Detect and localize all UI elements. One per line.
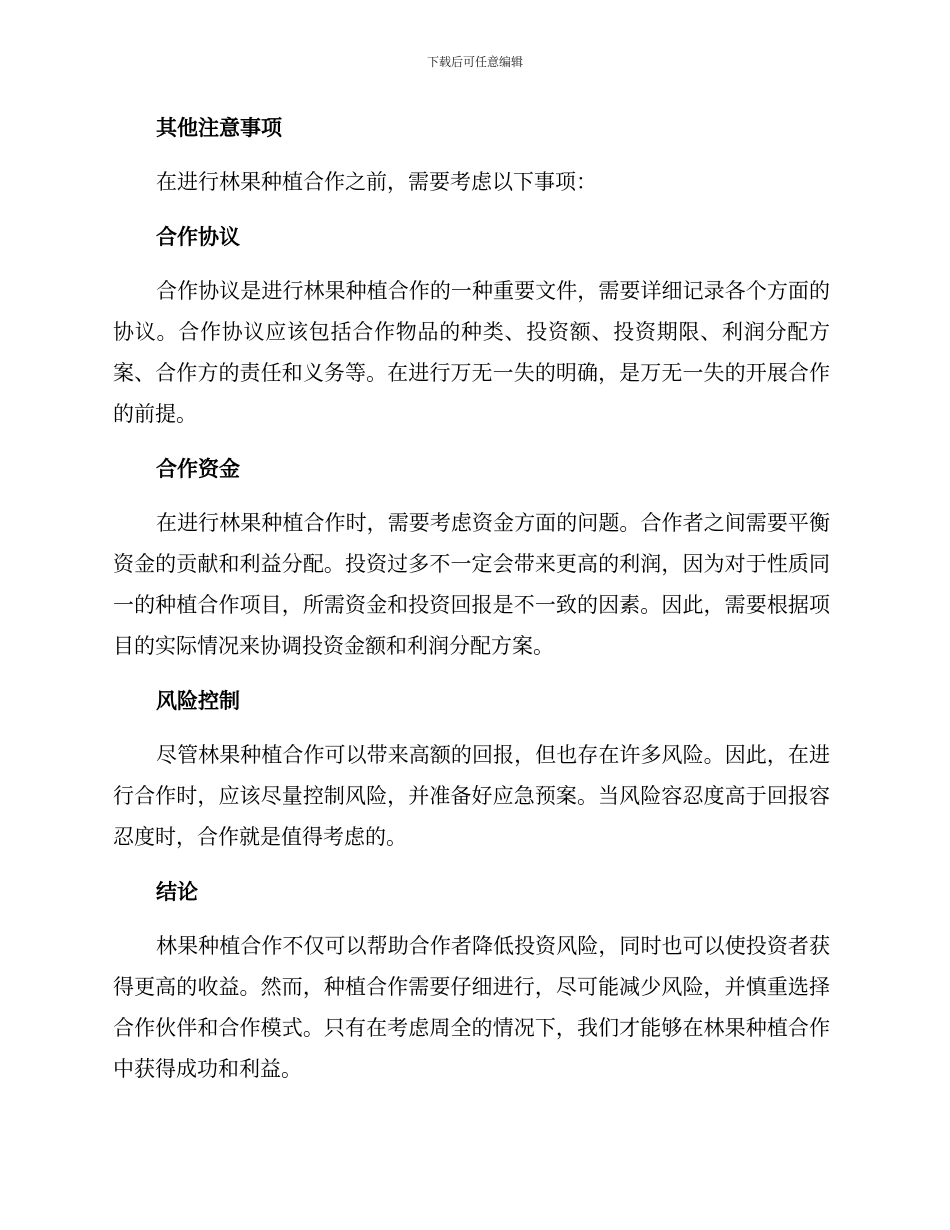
section-heading-other-notes: 其他注意事项	[156, 116, 282, 140]
section-heading-cooperation-funds: 合作资金	[156, 457, 240, 481]
section-paragraph-risk-control: 尽管林果种植合作可以带来高额的回报，但也存在许多风险。因此，在进行合作时，应该尽量控制风险，并准备好应急预案。当风险容忍度高于回报容忍度时，合作就是值得考虑的。	[113, 743, 830, 849]
section-paragraph-cooperation-funds: 在进行林果种植合作时，需要考虑资金方面的问题。合作者之间需要平衡资金的贡献和利益分配。投资过多不一定会带来更高的利润，因为对于性质同一的种植合作项目，所需资金和投资回报是不一致的因素。因此，需要根据项目的实际情况来协调投资金额和利润分配方案。	[113, 511, 830, 658]
section-paragraph-cooperation-agreement: 合作协议是进行林果种植合作的一种重要文件，需要详细记录各个方面的协议。合作协议应该包括合作物品的种类、投资额、投资期限、利润分配方案、合作方的责任和义务等。在进行万无一失的明确，是万无一失的开展合作的前提。	[113, 279, 830, 426]
section-paragraph-conclusion: 林果种植合作不仅可以帮助合作者降低投资风险，同时也可以使投资者获得更高的收益。然而，种植合作需要仔细进行，尽可能减少风险，并慎重选择合作伙伴和合作模式。只有在考虑周全的情况下，我们才能够在林果种植合作中获得成功和利益。	[113, 934, 830, 1081]
page-header: 下载后可任意编辑	[426, 55, 523, 69]
section-heading-cooperation-agreement: 合作协议	[156, 225, 240, 249]
section-paragraph-other-notes: 在进行林果种植合作之前，需要考虑以下事项：	[156, 170, 597, 194]
section-heading-conclusion: 结论	[156, 880, 198, 904]
document-body	[113, 108, 830, 1104]
section-heading-risk-control: 风险控制	[156, 689, 240, 713]
